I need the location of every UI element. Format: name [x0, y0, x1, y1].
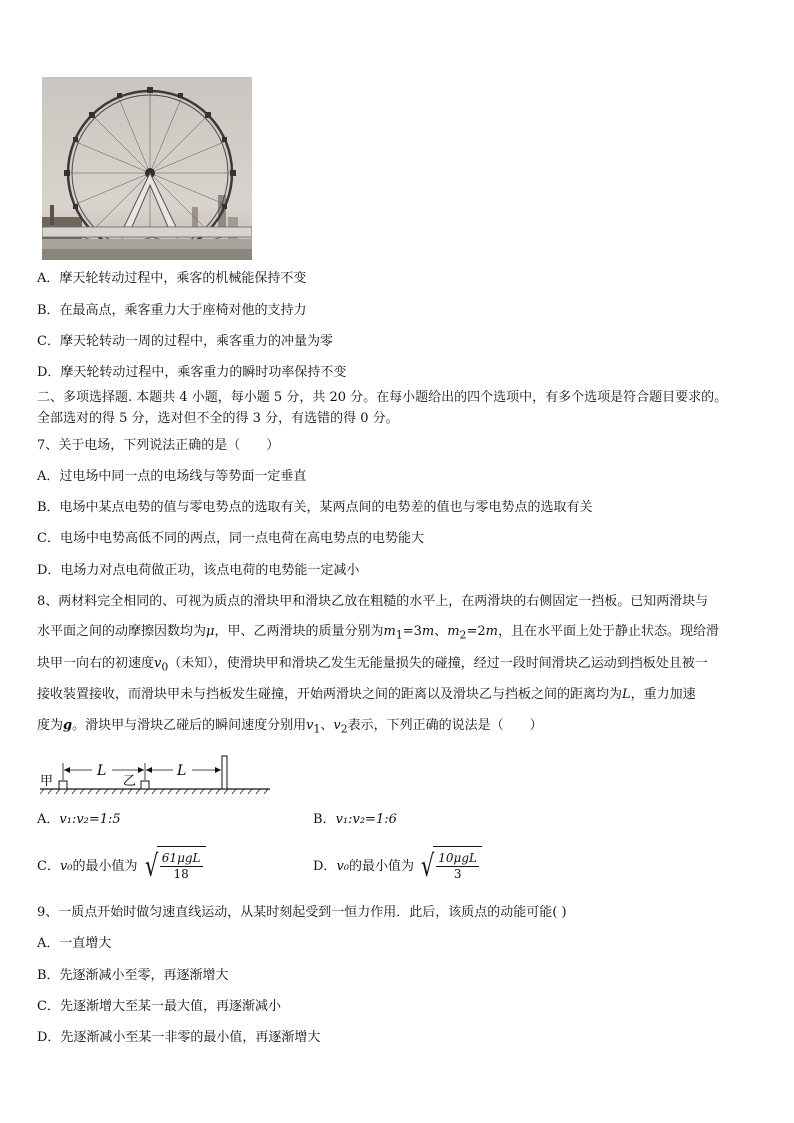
- q9-stem: 9、一质点开始时做匀速直线运动，从某时刻起受到一恒力作用．此后，该质点的动能可能( ): [37, 905, 567, 920]
- label-jia: 甲: [40, 774, 54, 789]
- section2-instructions-line2: 全部选对的得 5 分，选对但不全的得 3 分，有选错的得 0 分。: [37, 411, 399, 426]
- sqrt-d: √ $\frac{\text{10μgL}}{3}$: [418, 846, 482, 887]
- q7-option-c: C．电场中电势高低不同的两点，同一点电荷在高电势点的电势能大: [37, 531, 424, 546]
- q7-option-d: D．电场力对点电荷做正功，该点电荷的电势能一定减小: [37, 563, 360, 578]
- q8-stem-line5: 度为g。滑块甲与滑块乙碰后的瞬间速度分别用$v_1$、$v_2$表示，下列正确的说法是（ ）: [37, 718, 543, 736]
- label-distance-2: L: [177, 763, 187, 779]
- q8-stem-line1: 8、两材料完全相同的、可视为质点的滑块甲和滑块乙放在粗糙的水平上，在两滑块的右侧固定一挡板。已知两滑块与: [37, 594, 709, 609]
- ferris-wheel-photo: [42, 77, 252, 260]
- q7-option-b: B．电场中某点电势的值与零电势点的选取有关，某两点间的电势差的值也与零电势点的选取有关: [37, 500, 593, 515]
- q8-option-a: A．v₁:v₂=1:5: [37, 812, 121, 827]
- q8-stem-line4: 接收装置接收，而滑块甲未与挡板发生碰撞，开始两滑块之间的距离以及滑块乙与挡板之间的距离均为L，重力加速: [37, 687, 696, 702]
- q8-option-d: D．v₀的最小值为 √ $\frac{\text{10μgL}}{3}$: [313, 846, 482, 887]
- q8-block-diagram: [40, 752, 275, 802]
- q8-stem-line3: 块甲一向右的初速度$v_0$（未知），使滑块甲和滑块乙发生无能量损失的碰撞，经过一段时间滑块乙运动到挡板处且被一: [37, 656, 708, 674]
- q6-option-b: B．在最高点，乘客重力大于座椅对他的支持力: [37, 303, 307, 318]
- q8-option-b: B．v₁:v₂=1:6: [313, 812, 397, 827]
- q8-stem-line2: 水平面之间的动摩擦因数均为μ，甲、乙两滑块的质量分别为$m_1=3m$、$m_2=2m$，且在水平面上处于静止状态。现给滑: [37, 624, 719, 642]
- sqrt-c: √ $\frac{\text{61μgL}}{18}$: [142, 846, 206, 887]
- q7-option-a: A．过电场中同一点的电场线与等势面一定垂直: [37, 469, 307, 484]
- label-yi: 乙: [123, 774, 137, 789]
- q7-stem: 7、关于电场，下列说法正确的是（ ）: [37, 438, 280, 453]
- q9-option-d: D．先逐渐减小至某一非零的最小值，再逐渐增大: [37, 1030, 321, 1045]
- section2-instructions-line1: 二、多项选择题. 本题共 4 小题，每小题 5 分，共 20 分。在每小题给出的四个选项中，有多个选项是符合题目要求的。: [37, 390, 728, 405]
- q6-option-d: D．摩天轮转动过程中，乘客重力的瞬时功率保持不变: [37, 365, 347, 380]
- q9-option-b: B．先逐渐减小至零，再逐渐增大: [37, 968, 229, 983]
- q8-option-c: C．v₀的最小值为 √ $\frac{\text{61μgL}}{18}$: [37, 846, 206, 887]
- q9-option-a: A．一直增大: [37, 936, 112, 951]
- q6-option-a: A．摩天轮转动过程中，乘客的机械能保持不变: [37, 271, 307, 286]
- label-distance-1: L: [97, 763, 107, 779]
- q9-option-c: C．先逐渐增大至某一最大值，再逐渐减小: [37, 999, 281, 1014]
- q6-option-c: C．摩天轮转动一周的过程中，乘客重力的冲量为零: [37, 334, 333, 349]
